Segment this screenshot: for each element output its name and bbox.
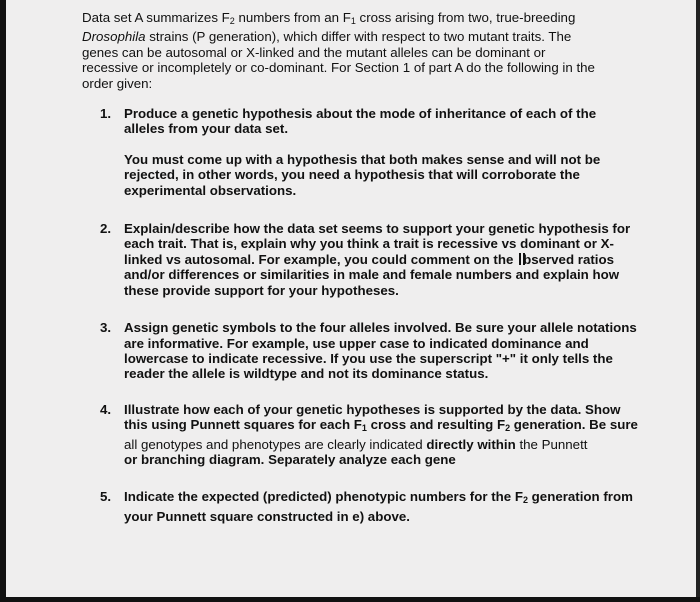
item-line: reader the allele is wildtype and not its dominance status. [124, 366, 489, 382]
intro-line: order given: [82, 75, 153, 91]
item-text: Indicate the expected (predicted) phenotypic numbers for the F [124, 489, 523, 505]
item-number: 3. [100, 320, 112, 336]
item-text: linked vs autosomal. For example, you could comment on the [124, 251, 518, 267]
item-text: the Punnett [515, 436, 588, 452]
list-item [82, 489, 674, 524]
intro-text: strains (P generation), which differ with respect to two mutant traits. The [145, 29, 572, 45]
emphasis-text: directly within [426, 436, 516, 452]
intro-text: cross arising from two, true-breeding [355, 10, 576, 25]
list-item [82, 402, 674, 468]
task-list [82, 106, 674, 524]
item-paragraph [124, 106, 674, 137]
item-text: bserved ratios [523, 251, 614, 267]
item-text: all genotypes and phenotypes are clearly indicated [124, 436, 427, 452]
intro-line [82, 29, 674, 44]
item-line: your Punnett square constructed in e) above. [124, 508, 410, 524]
item-line: experimental observations. [124, 182, 297, 198]
list-item [82, 106, 674, 198]
item-number: 1. [100, 106, 112, 122]
intro-line: recessive or incompletely or co-dominant. For Section 1 of part A do the following in the [82, 60, 595, 76]
item-line [124, 489, 674, 508]
intro-paragraph [82, 10, 674, 91]
item-number: 2. [100, 221, 112, 237]
item-line: Assign genetic symbols to the four alleles involved. Be sure your allele notations [124, 320, 637, 336]
item-line: Produce a genetic hypothesis about the mode of inheritance of each of the [124, 106, 597, 122]
item-line [124, 252, 674, 267]
screen-bezel-bottom [0, 597, 700, 602]
subscript: 2 [229, 16, 235, 26]
item-line: are informative. For example, use upper case to indicated dominance and [124, 335, 589, 351]
intro-text: Data set A summarizes F [82, 10, 230, 25]
item-line: or branching diagram. Separately analyze each gene [124, 451, 456, 467]
item-line: alleles from your data set. [124, 121, 289, 137]
intro-text: numbers from an F [234, 10, 351, 25]
item-text: generation. Be sure [510, 417, 638, 433]
item-line: Illustrate how each of your genetic hypotheses is supported by the data. Show [124, 401, 621, 417]
assignment-text [82, 10, 674, 543]
item-text: cross and resulting F [366, 417, 506, 433]
item-line [124, 437, 674, 452]
screen-bezel-right [696, 0, 700, 602]
list-item [82, 221, 674, 298]
item-text: this using Punnett squares for each F [124, 417, 362, 433]
intro-line [82, 10, 674, 29]
subscript: 2 [522, 495, 528, 506]
list-item [82, 320, 674, 382]
item-number: 4. [100, 401, 112, 417]
item-paragraph [124, 152, 674, 198]
item-line: lowercase to indicate recessive. If you use the superscript "+" it only tells the [124, 350, 613, 366]
subscript: 2 [505, 423, 511, 434]
item-line: and/or differences or similarities in male and female numbers and explain how [124, 267, 620, 283]
screen-bezel-left [0, 0, 6, 602]
item-line [124, 417, 674, 436]
item-line: rejected, in other words, you need a hypothesis that will corroborate the [124, 167, 580, 183]
intro-line: genes can be autosomal or X-linked and the mutant alleles can be dominant or [82, 44, 546, 60]
item-line: these provide support for your hypotheses. [124, 282, 399, 298]
species-name: Drosophila [82, 29, 146, 45]
item-line: You must come up with a hypothesis that both makes sense and will not be [124, 151, 601, 167]
item-text: generation from [527, 489, 633, 505]
item-number: 5. [100, 489, 112, 505]
item-line: each trait. That is, explain why you think a trait is recessive vs dominant or X- [124, 236, 614, 252]
subscript: 1 [350, 16, 356, 26]
item-line: Explain/describe how the data set seems to support your genetic hypothesis for [124, 221, 631, 237]
subscript: 1 [361, 423, 367, 434]
